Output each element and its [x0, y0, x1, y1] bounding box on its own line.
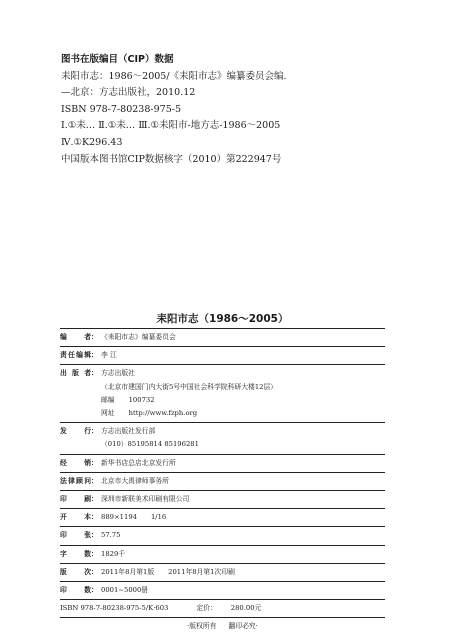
- seller-label: 经销: [60, 458, 91, 467]
- cip-line-record-number: 中国版本图书馆CIP数据核字（2010）第222947号: [61, 153, 282, 165]
- sheets-label: 印张: [60, 531, 91, 540]
- postcode-value: 100732: [128, 395, 155, 404]
- distribution-row: 发行 ： 方志出版社发行部: [60, 425, 385, 438]
- printer-label: 印刷: [60, 495, 91, 504]
- seller-block: [60, 455, 385, 472]
- divider: [60, 617, 385, 618]
- publisher-website: [60, 407, 385, 420]
- copyright-notice: [60, 619, 385, 633]
- publisher-postcode: [60, 394, 385, 407]
- website-link: http://www.fzph.org: [128, 409, 198, 418]
- distribution-phone: （010）85195814 85196281: [101, 440, 199, 449]
- price-label: 定价：: [196, 604, 217, 613]
- words-value: 1829千: [101, 549, 126, 558]
- cip-line-classification: Ⅳ.①K296.43: [61, 136, 123, 148]
- edition-value: 2011年8月第1版: [101, 567, 155, 576]
- words-block: [60, 546, 385, 563]
- copyright-right: 翻印必究·: [228, 622, 258, 631]
- cip-heading: 图书在版编目（CIP）数据: [61, 54, 174, 65]
- print-run-value: 0001~5000册: [101, 586, 149, 595]
- distribution-value: 方志出版社发行部: [101, 427, 156, 436]
- publisher-value: 方志出版社: [101, 369, 135, 378]
- printer-block: [60, 491, 385, 508]
- book-title: 耒阳市志（1986～2005）: [156, 313, 289, 325]
- publisher-address: （北京市建国门内大街5号中国社会科学院科研大楼12层）: [101, 382, 278, 391]
- edition-block: [60, 564, 385, 581]
- print-run-label: 印数: [60, 586, 91, 595]
- price-value: 280.00元: [230, 604, 262, 613]
- printer-row: 印刷 ： 深圳市新联美术印刷有限公司: [60, 493, 385, 506]
- print-run-row: 印数 ： 0001~5000册: [60, 584, 385, 597]
- format-value: 889×1194: [101, 513, 137, 522]
- distribution-block: [60, 423, 385, 453]
- legal-value: 北京市大禹律师事务所: [101, 476, 169, 485]
- cip-data-block: [61, 52, 287, 168]
- edition-label: 版次: [60, 567, 91, 576]
- responsible-editor-value: 李 江: [101, 351, 117, 360]
- isbn-block: [60, 600, 385, 617]
- cip-line-index: Ⅰ.①耒… Ⅱ.①耒… Ⅲ.①耒阳市-地方志-1986～2005: [61, 120, 281, 132]
- distribution-label: 发行: [60, 427, 91, 436]
- cip-line-isbn: ISBN 978-7-80238-975-5: [61, 103, 181, 115]
- publisher-block: [60, 365, 385, 422]
- print-run-block: [60, 582, 385, 599]
- copyright-left: ·版权所有: [187, 622, 217, 631]
- sheets-row: 印张 ： 57.75: [60, 529, 385, 542]
- edition-row: 版次 ： 2011年8月第1版 2011年8月第1次印刷: [60, 566, 385, 579]
- responsible-editor-block: [60, 347, 385, 364]
- editor-row: 编者 ： 《耒阳市志》编纂委员会: [60, 331, 385, 344]
- format-extra: 1/16: [150, 513, 167, 522]
- legal-block: [60, 473, 385, 490]
- cip-line-title: 耒阳市志：1986～2005/《耒阳市志》编纂委员会编.: [61, 70, 287, 82]
- responsible-editor-row: 责任编辑 ： 李 江: [60, 349, 385, 362]
- website-label: 网址: [101, 409, 115, 418]
- publisher-label: 出版者: [60, 369, 91, 378]
- publisher-row: 出版者 ： 方志出版社: [60, 367, 385, 380]
- format-row: 开本 ： 889×1194 1/16: [60, 511, 385, 524]
- postcode-label: 邮编: [101, 395, 115, 404]
- isbn-row: [60, 602, 385, 615]
- sheets-block: [60, 527, 385, 544]
- editor-value: 《耒阳市志》编纂委员会: [101, 333, 176, 341]
- sheets-value: 57.75: [101, 531, 121, 540]
- printer-value: 深圳市新联美术印刷有限公司: [101, 495, 190, 504]
- edition-extra: 2011年8月第1次印刷: [168, 567, 235, 576]
- words-row: 字数 ： 1829千: [60, 548, 385, 561]
- colophon: [60, 310, 385, 633]
- legal-row: 法律顾问 ： 北京市大禹律师事务所: [60, 475, 385, 488]
- words-label: 字数: [60, 549, 91, 558]
- editor-label: 编者: [60, 333, 91, 341]
- legal-label: 法律顾问: [60, 476, 91, 485]
- seller-value: 新华书店总店北京发行所: [101, 458, 176, 467]
- format-label: 开本: [60, 513, 91, 522]
- isbn-value: ISBN 978-7-80238-975-5/K·603: [60, 604, 169, 613]
- editor-block: [60, 329, 385, 346]
- seller-row: 经销 ： 新华书店总店北京发行所: [60, 457, 385, 470]
- cip-line-publisher: —北京：方志出版社，2010.12: [61, 87, 196, 99]
- format-block: [60, 509, 385, 526]
- responsible-editor-label: 责任编辑: [60, 351, 91, 360]
